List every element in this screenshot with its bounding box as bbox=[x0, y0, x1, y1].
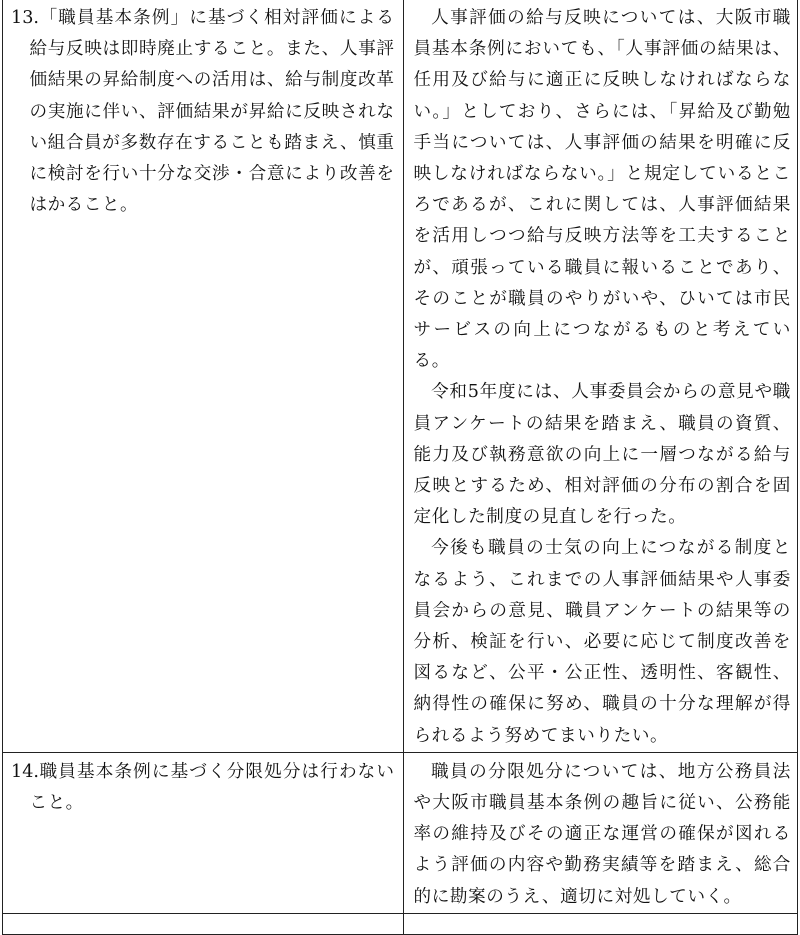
table-row bbox=[3, 752, 798, 913]
empty-cell bbox=[3, 913, 404, 934]
table-row bbox=[3, 0, 798, 752]
request-cell bbox=[3, 752, 404, 913]
response-paragraph: 人事評価の給与反映については、大阪市職員基本条例においても、「人事評価の結果は、任用及び給与に適正に反映しなければならない。」としており、さらには、「昇給及び勤勉手当については、人事評価の結果を明確に反映しなければならない。」と規定しているところであるが、これに関しては、人事評価結果を活用しつつ給与反映方法等を工夫することが、頑張っている職員に報いることであり、そのことが職員のやりがいや、ひいては市民サービスの向上につながるものと考えている。 bbox=[413, 8, 791, 372]
request-item bbox=[11, 3, 395, 221]
request-number: 13. bbox=[11, 8, 39, 28]
response-cell bbox=[403, 752, 798, 913]
table-row bbox=[3, 913, 798, 934]
request-response-table bbox=[2, 0, 798, 935]
request-cell bbox=[3, 0, 404, 752]
response-paragraph: 今後も職員の士気の向上につながる制度となるよう、これまでの人事評価結果や人事委員会からの意見、職員アンケートの結果等の分析、検証を行い、必要に応じて制度改善を図るなど、公平・公正性、透明性、客観性、納得性の確保に努め、職員の十分な理解が得られるよう努めてまいりたい。 bbox=[413, 538, 791, 746]
response-paragraph: 令和5年度には、人事委員会からの意見や職員アンケートの結果を踏まえ、職員の資質、能力及び執務意欲の向上に一層つながる給与反映とするため、相対評価の分布の割合を固定化した制度の見直しを行った。 bbox=[413, 382, 791, 528]
empty-cell bbox=[403, 913, 798, 934]
request-item bbox=[11, 757, 395, 819]
request-text: 「職員基本条例」に基づく相対評価による給与反映は即時廃止すること。また、人事評価結果の昇給制度への活用は、給与制度改革の実施に伴い、評価結果が昇給に反映されない組合員が多数存在することも踏まえ、慎重に検討を行い十分な交渉・合意により改善をはかること。 bbox=[29, 8, 395, 216]
request-text: 職員基本条例に基づく分限処分は行わないこと。 bbox=[29, 761, 395, 814]
response-paragraph: 職員の分限処分については、地方公務員法や大阪市職員基本条例の趣旨に従い、公務能率の維持及びその適正な運営の確保が図れるよう評価の内容や勤務実績等を踏まえ、総合的に勘案のうえ、適切に対処していく。 bbox=[413, 761, 791, 907]
request-number: 14. bbox=[11, 761, 39, 782]
response-cell bbox=[403, 0, 798, 752]
